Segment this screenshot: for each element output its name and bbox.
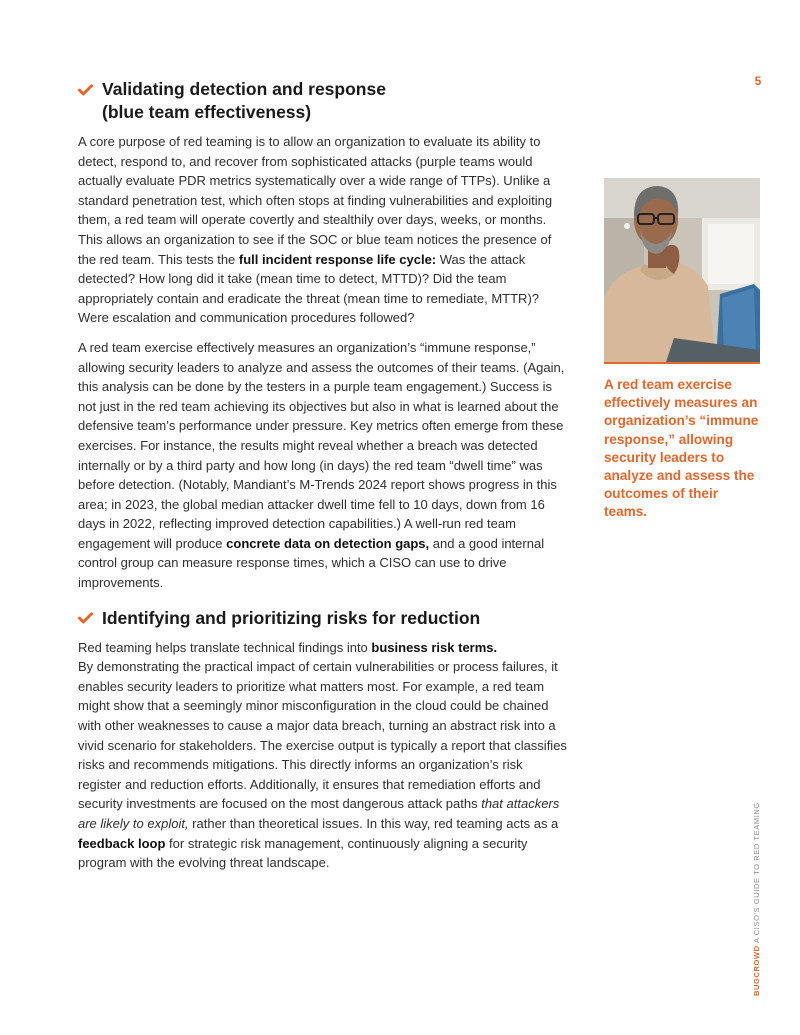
heading-line-2: (blue team effectiveness) — [102, 102, 312, 122]
photo-accent-rule — [604, 362, 760, 364]
text-run: Was the attack detected? How long did it take (mean time to detect, MTTD)? Did the team appropriately contain and eradicate the threat (mean time to remediate, MTTR)? Were escalation and communication procedures followed? — [78, 251, 540, 326]
pull-quote: A red team exercise effectively measures an organization’s “immune response,” allowing security leaders to analyze and assess the outcomes of their teams. — [604, 377, 759, 520]
heading-line-1: Validating detection and response — [102, 79, 386, 99]
text-run: rather than theoretical issues. In this way, red teaming acts as a — [188, 816, 559, 831]
bold-run: full incident response life cycle: — [238, 251, 437, 267]
bold-run: business risk terms. — [371, 639, 498, 655]
footer-brand: BUGCROWD — [752, 945, 761, 996]
section-heading-text — [102, 78, 386, 124]
bold-run: feedback loop — [78, 835, 166, 851]
footer-title: A CISO'S GUIDE TO RED TEAMING — [752, 802, 761, 946]
vertical-footer — [752, 802, 761, 996]
text-run: and a good internal control group can measure response times, which a CISO can use to drive improvements. — [78, 535, 545, 591]
italic-run: that attackers are likely to exploit, — [78, 796, 560, 831]
paragraph-detection-1 — [78, 132, 568, 328]
checkmark-icon — [78, 78, 94, 101]
section-heading-risks — [78, 607, 568, 630]
paragraph-detection-2 — [78, 338, 568, 593]
section-heading-text: Identifying and prioritizing risks for reduction — [102, 607, 481, 628]
main-content — [78, 78, 568, 883]
text-run: Red teaming helps translate technical findings into — [78, 639, 372, 655]
text-run: for strategic risk management, continuously aligning a security program with the evolving threat landscape. — [78, 835, 528, 871]
section-heading-detection — [78, 78, 568, 124]
text-run: A core purpose of red teaming is to allow an organization to evaluate its ability to detect, respond to, and recover from sophisticated attacks (purple teams would actually evaluate PDR metrics systematically over a wide range of TTPs). Unlike a standard penetration test, which often stops at finding vulnerabilities and exploiting them, a red team will operate covertly and stealthily over days, weeks, or months. This allows an organization to see if the SOC or blue team notices the presence of the red team. This tests the — [78, 134, 553, 267]
photo-man-at-laptop — [604, 178, 760, 362]
bold-run: concrete data on detection gaps, — [226, 535, 430, 551]
text-run: A red team exercise effectively measures an organization’s “immune response,” allowing security leaders to analyze and assess the outcomes of their teams. (Again, this analysis can be done by the testers in a purple team engagement.) Success is not just in the red team achieving its objectives but also in what is learned about the defensive team’s performance under pressure. Key metrics often emerge from these exercises. For instance, the results might reveal whether a breach was detected internally or by a third party and how long (in days) the red team “dwell time” was before detection. (Notably, Mandiant’s M-Trends 2024 report shows progress in this area; in 2023, the global median attacker dwell time fell to 10 days, down from 16 days in 2022, reflecting improved detection capabilities.) A well-run red team engagement will produce — [78, 339, 565, 551]
checkmark-icon — [78, 607, 94, 630]
page-number: 5 — [754, 74, 762, 88]
paragraph-risks — [78, 638, 568, 873]
text-run: By demonstrating the practical impact of certain vulnerabilities or process failures, it enables security leaders to prioritize what matters most. For example, a red team might show that a seemingly minor misconfiguration in the cloud could be chained with other weaknesses to cause a major data breach, turning an abstract risk into a vivid scenario for stakeholders. The exercise output is typically a report that classifies risks and recommends mitigations. This directly informs an organization’s risk register and reduction efforts. Additionally, it ensures that remediation efforts and security investments are focused on the most dangerous attack paths — [78, 659, 567, 812]
